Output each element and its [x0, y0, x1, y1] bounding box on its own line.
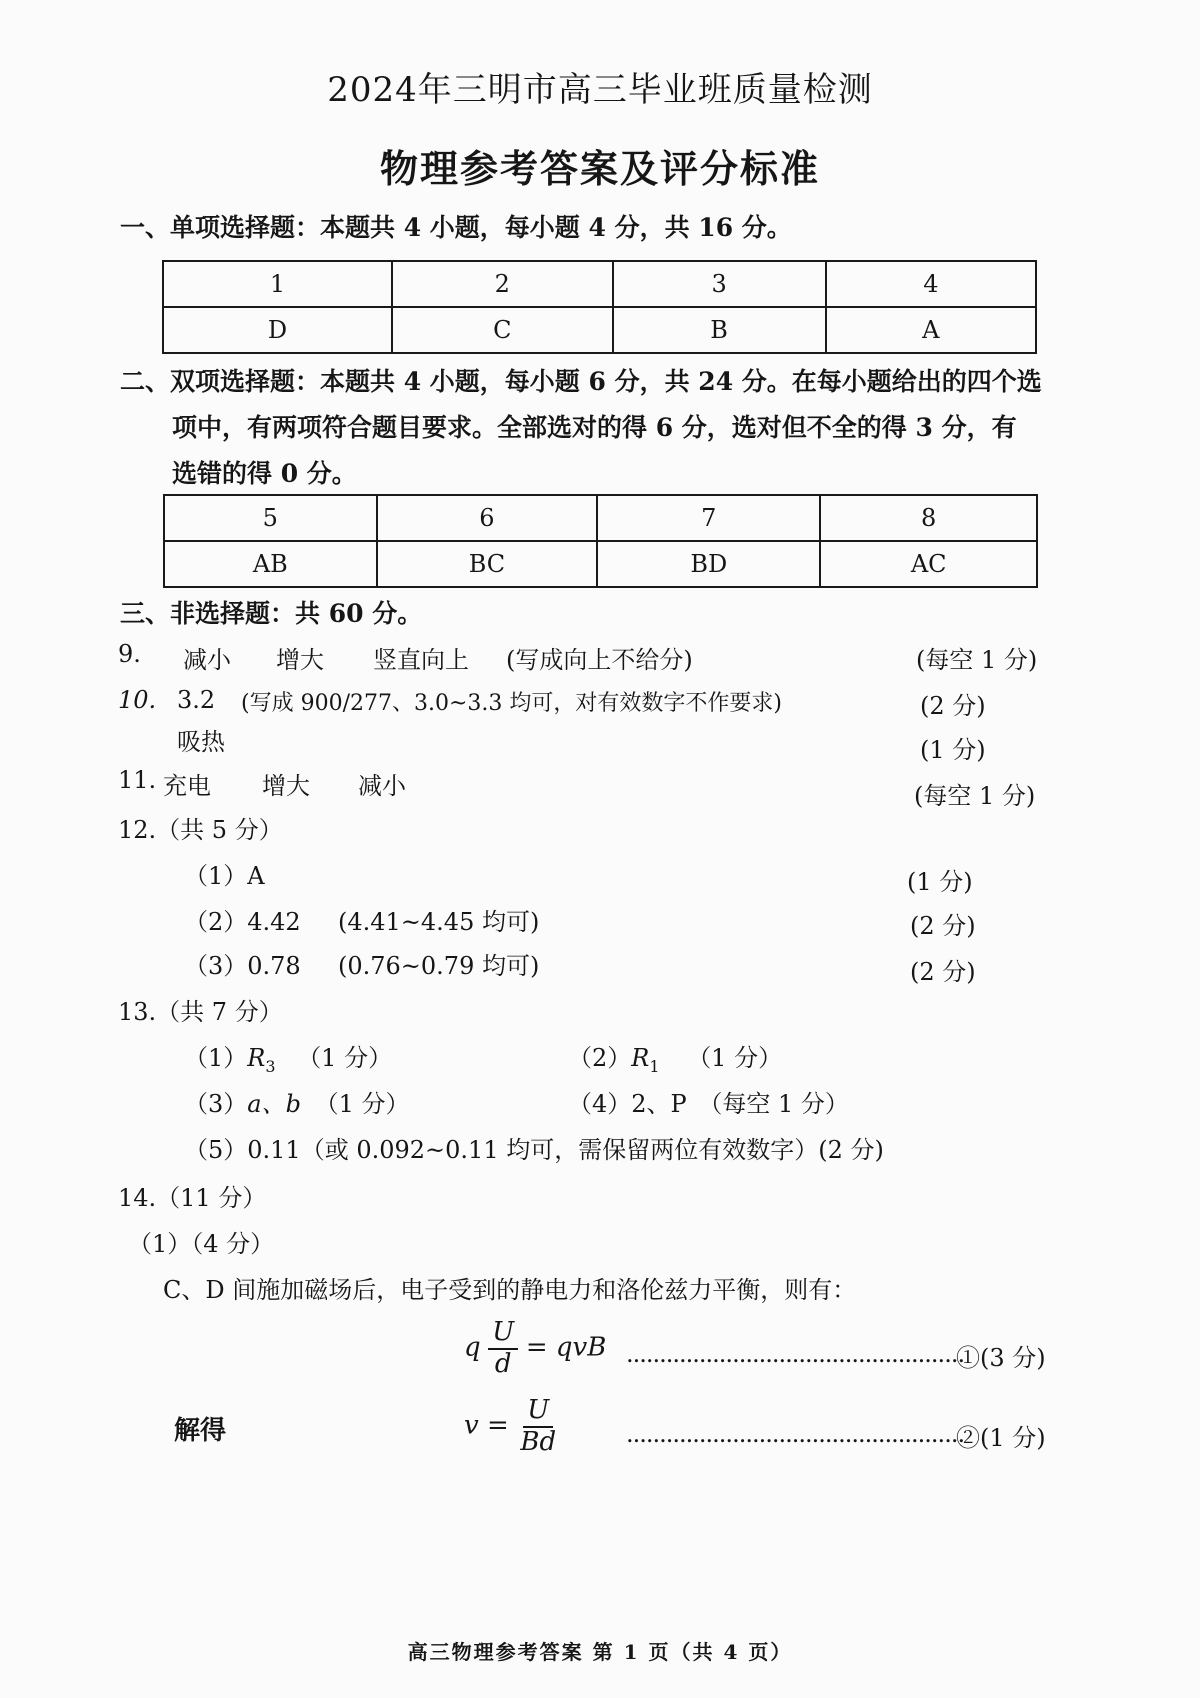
q13-part-4	[568, 1084, 849, 1119]
q13-part-2-symbol: R	[631, 1044, 650, 1072]
q10-score: (2 分)	[920, 692, 986, 720]
q13-part-2-score: （1 分）	[687, 1044, 783, 1072]
equation-2-leader-dots: ...................................................	[626, 1420, 965, 1448]
q12-item-2-score: (2 分)	[910, 912, 976, 940]
q13-part-1	[184, 1038, 392, 1076]
table-cell: B	[613, 307, 826, 353]
q13-part-5: （5）0.11（或 0.092~0.11 均可，需保留两位有效数字）(2 分)	[184, 1136, 884, 1164]
q13-part-2-subscript: 1	[649, 1056, 660, 1076]
equation-1-denominator: d	[494, 1348, 512, 1379]
q9-answer-2: 增大	[276, 646, 324, 674]
q14-heading: 14.（11 分）	[118, 1184, 267, 1212]
section1-heading: 一、单项选择题：本题共 4 小题，每小题 4 分，共 16 分。	[120, 213, 792, 242]
table-cell: AC	[820, 541, 1037, 587]
q9-note: (写成向上不给分)	[506, 646, 693, 674]
q12-item-2-label: （2）4.42	[184, 908, 301, 936]
q11-answer-1: 充电	[163, 772, 211, 800]
q11-answer-3: 减小	[358, 772, 406, 800]
section1-answer-table	[162, 260, 1037, 354]
equation-1-prefix: q	[464, 1332, 481, 1363]
q13-part-4-score: （每空 1 分）	[698, 1090, 849, 1118]
q13-part-3-score: （1 分）	[314, 1090, 410, 1118]
q9-number: 9.	[118, 640, 141, 668]
q11-number: 11.	[118, 766, 157, 794]
q12-item-3-label: （3）0.78	[184, 952, 301, 980]
equation-2-mark: ②(1 分)	[956, 1424, 1046, 1452]
section2-line2: 项中，有两项符合题目要求。全部选对的得 6 分，选对但不全的得 3 分，有	[172, 413, 1017, 442]
q10-score-2: (1 分)	[920, 736, 986, 764]
table-cell: C	[392, 307, 612, 353]
q11-answer-2: 增大	[262, 772, 310, 800]
table-cell: 2	[392, 261, 612, 307]
q14-part-1-heading: （1）（4 分）	[128, 1230, 275, 1258]
table-cell: BC	[377, 541, 598, 587]
q13-part-1-symbol: R	[247, 1044, 266, 1072]
equation-1	[464, 1318, 606, 1380]
table-cell: D	[163, 307, 392, 353]
q13-part-4-label: （4）2、P	[568, 1090, 687, 1118]
q12-heading: 12.（共 5 分）	[118, 816, 283, 844]
q13-heading: 13.（共 7 分）	[118, 998, 283, 1026]
q9-answer-1: 减小	[183, 646, 231, 674]
q13-part-3	[184, 1084, 410, 1119]
q13-part-3-label: （3）	[184, 1090, 248, 1118]
q9-score: (每空 1 分)	[916, 646, 1038, 674]
q12-item-3-score: (2 分)	[910, 958, 976, 986]
q13-part-2	[568, 1038, 782, 1076]
equation-2-denominator: Bd	[520, 1426, 557, 1457]
equation-1-fraction	[488, 1318, 518, 1380]
table-cell: 7	[597, 495, 820, 541]
q12-item-3-note: (0.76~0.79 均可)	[338, 952, 540, 980]
document-subtitle: 物理参考答案及评分标准	[379, 146, 820, 191]
table-cell: BD	[597, 541, 820, 587]
table-cell: 6	[377, 495, 598, 541]
section1-answer-row	[163, 307, 1036, 353]
table-cell: 8	[820, 495, 1037, 541]
q12-item-1-score: (1 分)	[907, 868, 973, 896]
q14-explanation: C、D 间施加磁场后，电子受到的静电力和洛伦兹力平衡，则有：	[163, 1276, 857, 1304]
table-cell: 3	[613, 261, 826, 307]
table-cell: 4	[826, 261, 1036, 307]
q10-answer: 3.2	[177, 686, 216, 714]
equation-2-numerator: U	[523, 1396, 553, 1428]
section2-number-row	[164, 495, 1037, 541]
q13-part-1-subscript: 3	[265, 1056, 276, 1076]
table-cell: 5	[164, 495, 377, 541]
q11-score: (每空 1 分)	[914, 782, 1036, 810]
document-title: 2024年三明市高三毕业班质量检测	[327, 70, 873, 110]
equation-1-rhs: = qvB	[525, 1332, 607, 1363]
section1-number-row	[163, 261, 1036, 307]
table-cell: 1	[163, 261, 392, 307]
solve-label: 解得	[174, 1416, 227, 1446]
equation-1-mark: ①(3 分)	[956, 1344, 1046, 1372]
section3-heading: 三、非选择题：共 60 分。	[120, 599, 423, 628]
section2-line1: 二、双项选择题：本题共 4 小题，每小题 6 分，共 24 分。在每小题给出的四个选	[120, 367, 1042, 396]
table-cell: AB	[164, 541, 377, 587]
table-cell: A	[826, 307, 1036, 353]
equation-2-fraction	[516, 1396, 560, 1458]
page-footer: 高三物理参考答案 第 1 页（共 4 页）	[407, 1640, 793, 1664]
equation-2	[464, 1396, 560, 1458]
q12-item-1-label: （1）A	[184, 862, 265, 890]
q13-part-3-symbol: a、b	[247, 1090, 301, 1118]
section2-answer-table	[163, 494, 1038, 588]
q10-answer-2: 吸热	[177, 728, 225, 756]
equation-2-prefix: v =	[464, 1410, 509, 1441]
q9-answer-3: 竖直向上	[373, 646, 469, 674]
equation-1-numerator: U	[488, 1318, 518, 1350]
equation-1-leader-dots: ...................................................	[626, 1340, 965, 1368]
q13-part-2-label: （2）	[568, 1044, 632, 1072]
q10-note: (写成 900/277、3.0~3.3 均可，对有效数字不作要求)	[241, 691, 782, 716]
q13-part-1-score: （1 分）	[297, 1044, 393, 1072]
q12-item-2-note: (4.41~4.45 均可)	[338, 908, 540, 936]
section2-line3: 选错的得 0 分。	[172, 459, 357, 488]
q10-number: 10.	[118, 686, 157, 714]
section2-answer-row	[164, 541, 1037, 587]
q13-part-1-label: （1）	[184, 1044, 248, 1072]
